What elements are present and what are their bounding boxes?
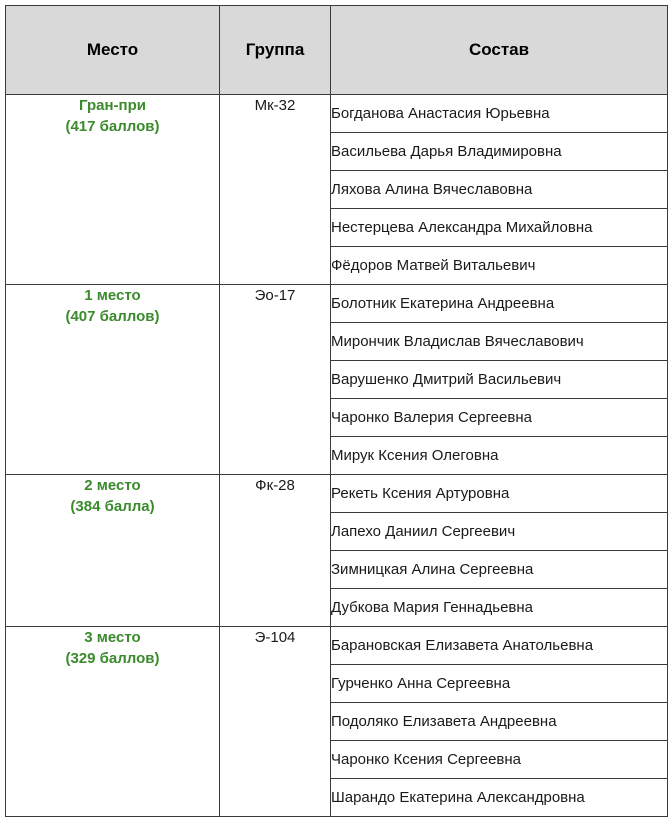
place-cell — [6, 285, 220, 475]
header-place: Место — [6, 6, 220, 95]
place-title: 2 место — [84, 477, 141, 494]
member-name: Дубкова Мария Геннадьевна — [331, 589, 668, 627]
place-cell — [6, 95, 220, 285]
member-name: Гурченко Анна Сергеевна — [331, 665, 668, 703]
member-name: Зимницкая Алина Сергеевна — [331, 551, 668, 589]
group-cell: Фк-28 — [220, 475, 331, 627]
group-cell: Мк-32 — [220, 95, 331, 285]
place-title: Гран-при — [79, 97, 146, 114]
place-score: (417 баллов) — [65, 118, 160, 135]
place-score: (407 баллов) — [65, 308, 160, 325]
table-header — [6, 6, 668, 95]
member-name: Болотник Екатерина Андреевна — [331, 285, 668, 323]
member-name: Рекеть Ксения Артуровна — [331, 475, 668, 513]
member-name: Мирук Ксения Олеговна — [331, 437, 668, 475]
table-body — [6, 95, 668, 817]
header-members: Состав — [331, 6, 668, 95]
member-name: Васильева Дарья Владимировна — [331, 133, 668, 171]
place-title: 1 место — [84, 287, 141, 304]
member-name: Ляхова Алина Вячеславовна — [331, 171, 668, 209]
member-name: Чаронко Валерия Сергеевна — [331, 399, 668, 437]
member-name: Чаронко Ксения Сергеевна — [331, 741, 668, 779]
place-cell — [6, 475, 220, 627]
member-name: Богданова Анастасия Юрьевна — [331, 95, 668, 133]
group-cell: Э-104 — [220, 627, 331, 817]
group-cell: Эо-17 — [220, 285, 331, 475]
results-table — [5, 5, 668, 817]
member-name: Мирончик Владислав Вячеславович — [331, 323, 668, 361]
place-cell — [6, 627, 220, 817]
header-group: Группа — [220, 6, 331, 95]
member-name: Нестерцева Александра Михайловна — [331, 209, 668, 247]
place-title: 3 место — [84, 629, 141, 646]
table-row — [6, 95, 668, 133]
place-score: (384 балла) — [70, 498, 155, 515]
member-name: Барановская Елизавета Анатольевна — [331, 627, 668, 665]
table-row — [6, 475, 668, 513]
place-score: (329 баллов) — [65, 650, 160, 667]
member-name: Лапехо Даниил Сергеевич — [331, 513, 668, 551]
member-name: Варушенко Дмитрий Васильевич — [331, 361, 668, 399]
member-name: Подоляко Елизавета Андреевна — [331, 703, 668, 741]
table-row — [6, 285, 668, 323]
member-name: Фёдоров Матвей Витальевич — [331, 247, 668, 285]
header-row — [6, 6, 668, 95]
member-name: Шарандо Екатерина Александровна — [331, 779, 668, 817]
table-row — [6, 627, 668, 665]
